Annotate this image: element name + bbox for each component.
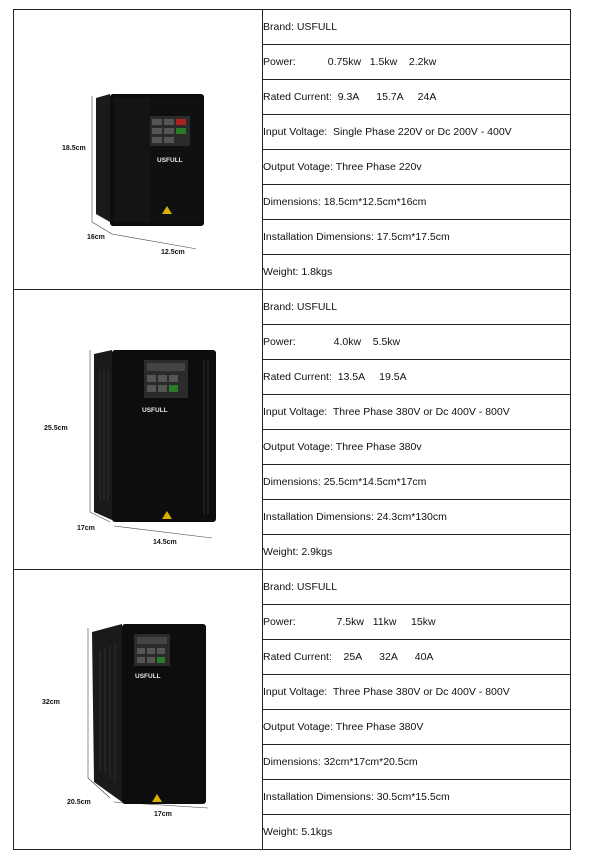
spec-cell: Rated Current: 9.3A 15.7A 24A <box>263 80 571 115</box>
dim-depth-label: 16cm <box>87 234 105 241</box>
spec-cell: Brand: USFULL <box>263 10 571 45</box>
dim-width-label: 17cm <box>154 811 172 818</box>
spec-cell: Dimensions: 32cm*17cm*20.5cm <box>263 745 571 780</box>
inverter-drawing <box>14 570 262 848</box>
spec-cell: Installation Dimensions: 30.5cm*15.5cm <box>263 780 571 815</box>
product-image-cell <box>14 290 263 570</box>
spec-cell: Weight: 2.9kgs <box>263 535 571 570</box>
spec-cell: Power: 0.75kw 1.5kw 2.2kw <box>263 45 571 80</box>
spec-cell: Power: 7.5kw 11kw 15kw <box>263 605 571 640</box>
spec-cell: Brand: USFULL <box>263 290 571 325</box>
device-brand-label: USFULL <box>157 157 183 164</box>
spec-cell: Dimensions: 25.5cm*14.5cm*17cm <box>263 465 571 500</box>
spec-row <box>14 290 571 325</box>
spec-cell: Input Voltage: Single Phase 220V or Dc 200V - 400V <box>263 115 571 150</box>
spec-row <box>14 570 571 605</box>
spec-cell: Input Voltage: Three Phase 380V or Dc 400V - 800V <box>263 675 571 710</box>
spec-row <box>14 10 571 45</box>
device-brand-label: USFULL <box>135 673 161 680</box>
spec-cell: Output Votage: Three Phase 220v <box>263 150 571 185</box>
spec-cell: Installation Dimensions: 24.3cm*130cm <box>263 500 571 535</box>
dim-width-label: 14.5cm <box>153 539 177 546</box>
device-brand-label: USFULL <box>142 407 168 414</box>
inverter-drawing <box>14 10 262 288</box>
dim-height-label: 18.5cm <box>62 145 86 152</box>
spec-cell: Power: 4.0kw 5.5kw <box>263 325 571 360</box>
spec-cell: Input Voltage: Three Phase 380V or Dc 400V - 800V <box>263 395 571 430</box>
spec-cell: Weight: 5.1kgs <box>263 815 571 850</box>
spec-table <box>13 9 571 850</box>
spec-cell: Output Votage: Three Phase 380v <box>263 430 571 465</box>
dim-height-label: 32cm <box>42 699 60 706</box>
inverter-drawing <box>14 290 262 568</box>
dim-height-label: 25.5cm <box>44 425 68 432</box>
dim-width-label: 12.5cm <box>161 249 185 256</box>
spec-cell: Output Votage: Three Phase 380V <box>263 710 571 745</box>
spec-cell: Weight: 1.8kgs <box>263 255 571 290</box>
spec-cell: Rated Current: 25A 32A 40A <box>263 640 571 675</box>
dim-depth-label: 20.5cm <box>67 799 91 806</box>
spec-cell: Installation Dimensions: 17.5cm*17.5cm <box>263 220 571 255</box>
spec-cell: Brand: USFULL <box>263 570 571 605</box>
dim-depth-label: 17cm <box>77 525 95 532</box>
spec-cell: Dimensions: 18.5cm*12.5cm*16cm <box>263 185 571 220</box>
spec-cell: Rated Current: 13.5A 19.5A <box>263 360 571 395</box>
product-image-cell <box>14 10 263 290</box>
product-image-cell <box>14 570 263 850</box>
